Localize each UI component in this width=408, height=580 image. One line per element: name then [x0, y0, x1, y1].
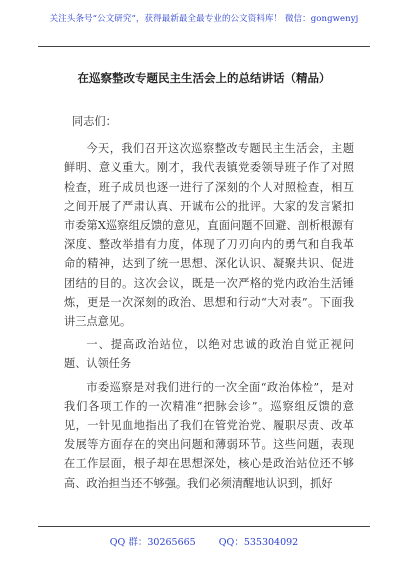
footer-divider: [38, 526, 370, 527]
paragraph-section-1: 市委巡察是对我们进行的一次全面“政治体检”，是对我们各项工作的一次精准“把脉会诊”。巡察组反馈的意见，一针见血地指出了我们在管党治党、履职尽责、改革发展等方面存在的突出问题和薄弱环节。这些问题，表现在工作层面，根子却在思想深处，核心是政治站位还不够高、政治担当还不够强。我们必须清醒地认识到，抓好: [64, 380, 354, 490]
header-divider: [38, 46, 370, 47]
footer-contacts: [0, 534, 408, 548]
header-note: 关注头条号“公文研究”，获得最新最全最专业的公文资料库！ 微信：gongwenyj: [49, 14, 359, 24]
document-body: [64, 112, 354, 497]
salutation: 同志们：: [72, 115, 117, 128]
paragraph-intro: 今天，我们召开这次巡察整改专题民主生活会，主题鲜明、意义重大。刚才，我代表镇党委领导班子作了对照检查，班子成员也逐一进行了深刻的个人对照检查，相互之间开展了严肃认真、开诚布公的批评。大家的发言紧扣市委第X巡察组反馈的意见，直面问题不回避、剖析根源有深度、整改举措有力度，体现了刀刃向内的勇气和自我革命的精神，达到了统一思想、深化认识、凝聚共识、促进团结的目的。这次会议，既是一次严格的党内政治生活锤炼，更是一次深刻的政治、思想和行动“大对表”。下面我讲三点意见。: [64, 142, 354, 329]
footer-qq: QQ：535304092: [218, 537, 299, 548]
section-heading-1: 一、提高政治站位，以绝对忠诚的政治自觉正视问题、认领任务: [64, 338, 354, 371]
document-title: 在巡察整改专题民主生活会上的总结讲话（精品）: [77, 71, 331, 85]
footer-qq-group: QQ 群：30265665: [109, 537, 196, 548]
